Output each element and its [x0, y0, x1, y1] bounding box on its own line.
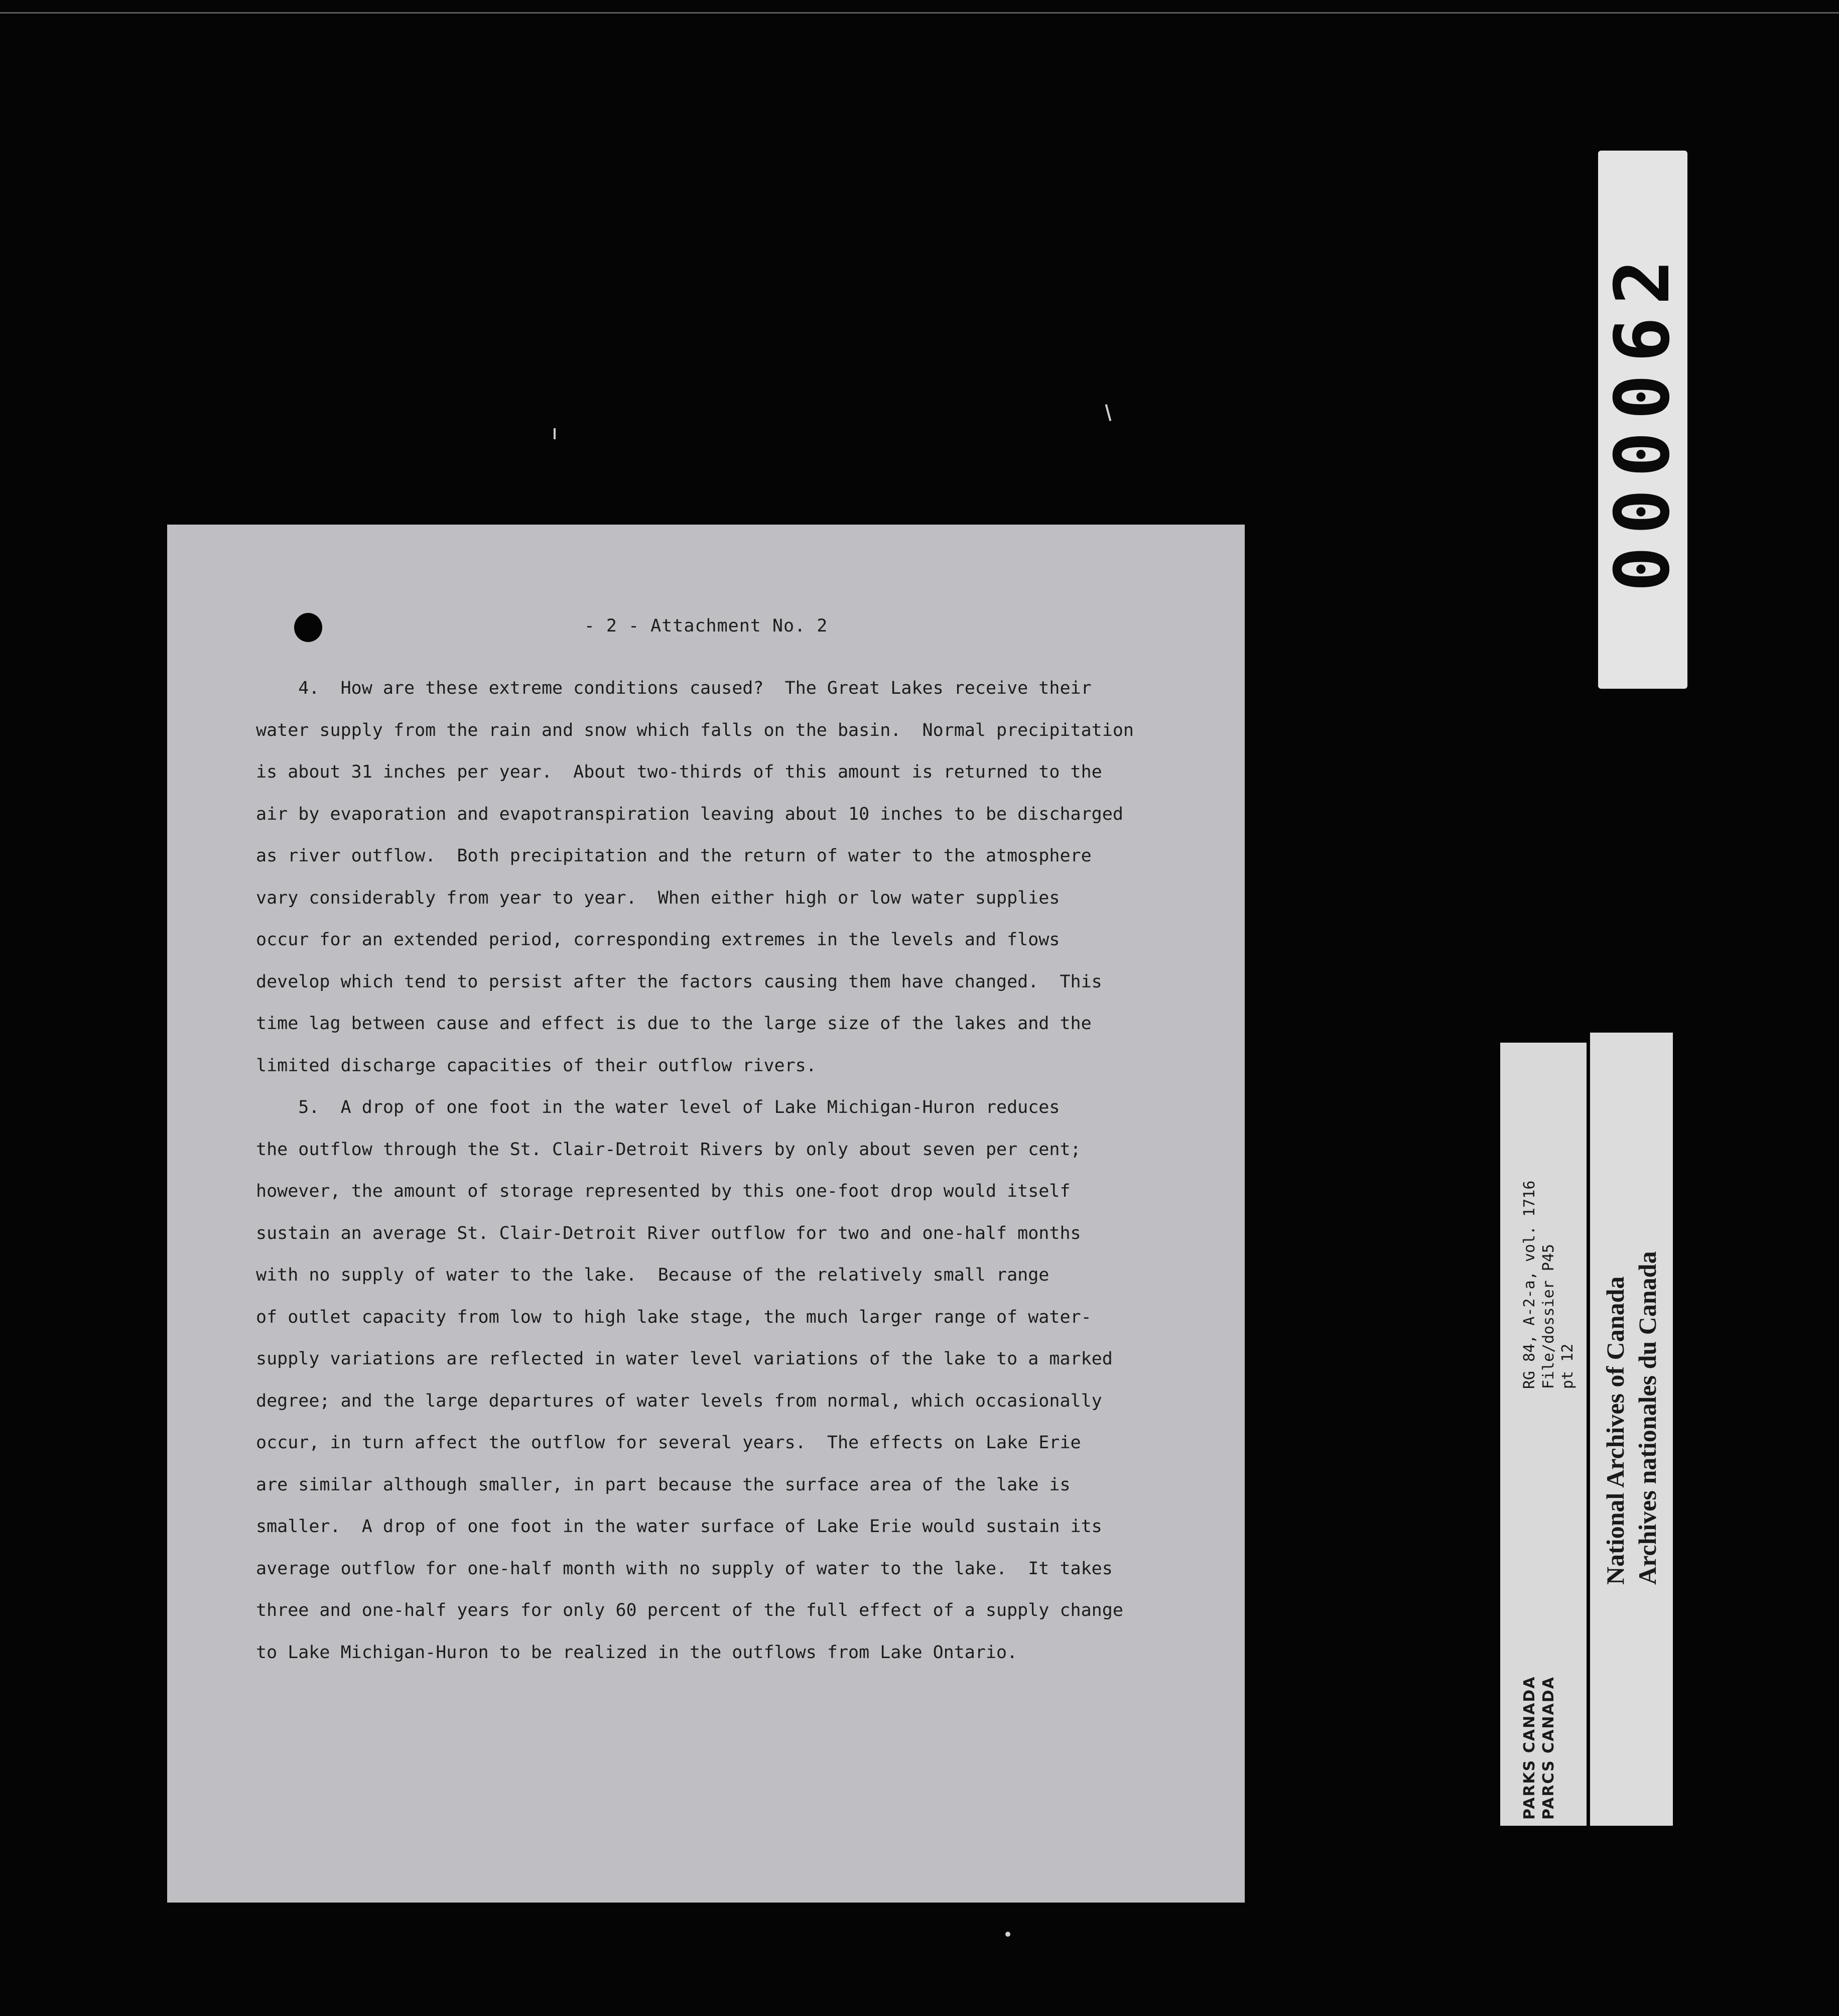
reference-line: RG 84, A-2-a, vol. 1716	[1521, 1180, 1538, 1389]
text-line: vary considerably from year to year. When either high or low water supplies	[256, 888, 1060, 908]
text-line: water supply from the rain and snow which falls on the basin. Normal precipitation	[256, 720, 1134, 740]
archive-reference-label	[1500, 1043, 1587, 1826]
page-body	[256, 668, 1220, 1674]
archive-name	[1599, 1251, 1663, 1585]
film-speck	[1105, 404, 1112, 421]
archive-line: Archives nationales du Canada	[1633, 1251, 1661, 1585]
reference-line: File/dossier P45	[1540, 1244, 1557, 1389]
text-line: with no supply of water to the lake. Because of the relatively small range	[256, 1265, 1049, 1285]
text-line: degree; and the large departures of water levels from normal, which occasionally	[256, 1391, 1102, 1411]
text-line: three and one-half years for only 60 percent of the full effect of a supply change	[256, 1600, 1123, 1620]
text-line: of outlet capacity from low to high lake stage, the much larger range of water-	[256, 1307, 1092, 1327]
text-line: occur, in turn affect the outflow for several years. The effects on Lake Erie	[256, 1433, 1081, 1453]
text-line: average outflow for one-half month with no supply of water to the lake. It takes	[256, 1558, 1113, 1579]
text-line: as river outflow. Both precipitation and the return of water to the atmosphere	[256, 846, 1092, 866]
text-line: 4. How are these extreme conditions caused? The Great Lakes receive their	[256, 678, 1092, 698]
agency-line: PARKS CANADA	[1521, 1676, 1538, 1820]
archive-label	[1590, 1033, 1673, 1826]
text-line: however, the amount of storage represented by this one-foot drop would itself	[256, 1181, 1071, 1201]
document-page	[167, 525, 1245, 1903]
frame-number: 000062	[1599, 247, 1686, 592]
film-speck	[1005, 1932, 1010, 1937]
text-line: smaller. A drop of one foot in the water surface of Lake Erie would sustain its	[256, 1517, 1102, 1537]
text-line: are similar although smaller, in part because the surface area of the lake is	[256, 1474, 1071, 1495]
text-line: occur for an extended period, corresponding extremes in the levels and flows	[256, 930, 1060, 950]
archive-reference	[1520, 1181, 1578, 1389]
text-line: sustain an average St. Clair-Detroit River outflow for two and one-half months	[256, 1223, 1081, 1243]
film-speck	[554, 428, 556, 439]
text-line: time lag between cause and effect is due to the large size of the lakes and the	[256, 1014, 1092, 1034]
text-line: limited discharge capacities of their outflow rivers.	[256, 1055, 817, 1076]
text-line: the outflow through the St. Clair-Detroit Rivers by only about seven per cent;	[256, 1139, 1081, 1160]
page-header: - 2 - Attachment No. 2	[584, 616, 828, 636]
agency-name	[1520, 1676, 1558, 1820]
reference-line: pt 12	[1559, 1343, 1577, 1389]
text-line: to Lake Michigan-Huron to be realized in the outflows from Lake Ontario.	[256, 1642, 1018, 1663]
frame-number-stamp	[1598, 151, 1687, 689]
text-line: is about 31 inches per year. About two-thirds of this amount is returned to the	[256, 762, 1102, 782]
agency-line: PARCS CANADA	[1540, 1676, 1557, 1820]
archive-line: National Archives of Canada	[1601, 1276, 1629, 1585]
film-edge-line	[0, 12, 1839, 14]
text-line: develop which tend to persist after the factors causing them have changed. This	[256, 971, 1102, 992]
text-line: 5. A drop of one foot in the water level of Lake Michigan-Huron reduces	[256, 1097, 1060, 1117]
text-line: air by evaporation and evapotranspiration leaving about 10 inches to be discharged	[256, 804, 1123, 824]
text-line: supply variations are reflected in water level variations of the lake to a marked	[256, 1349, 1113, 1369]
